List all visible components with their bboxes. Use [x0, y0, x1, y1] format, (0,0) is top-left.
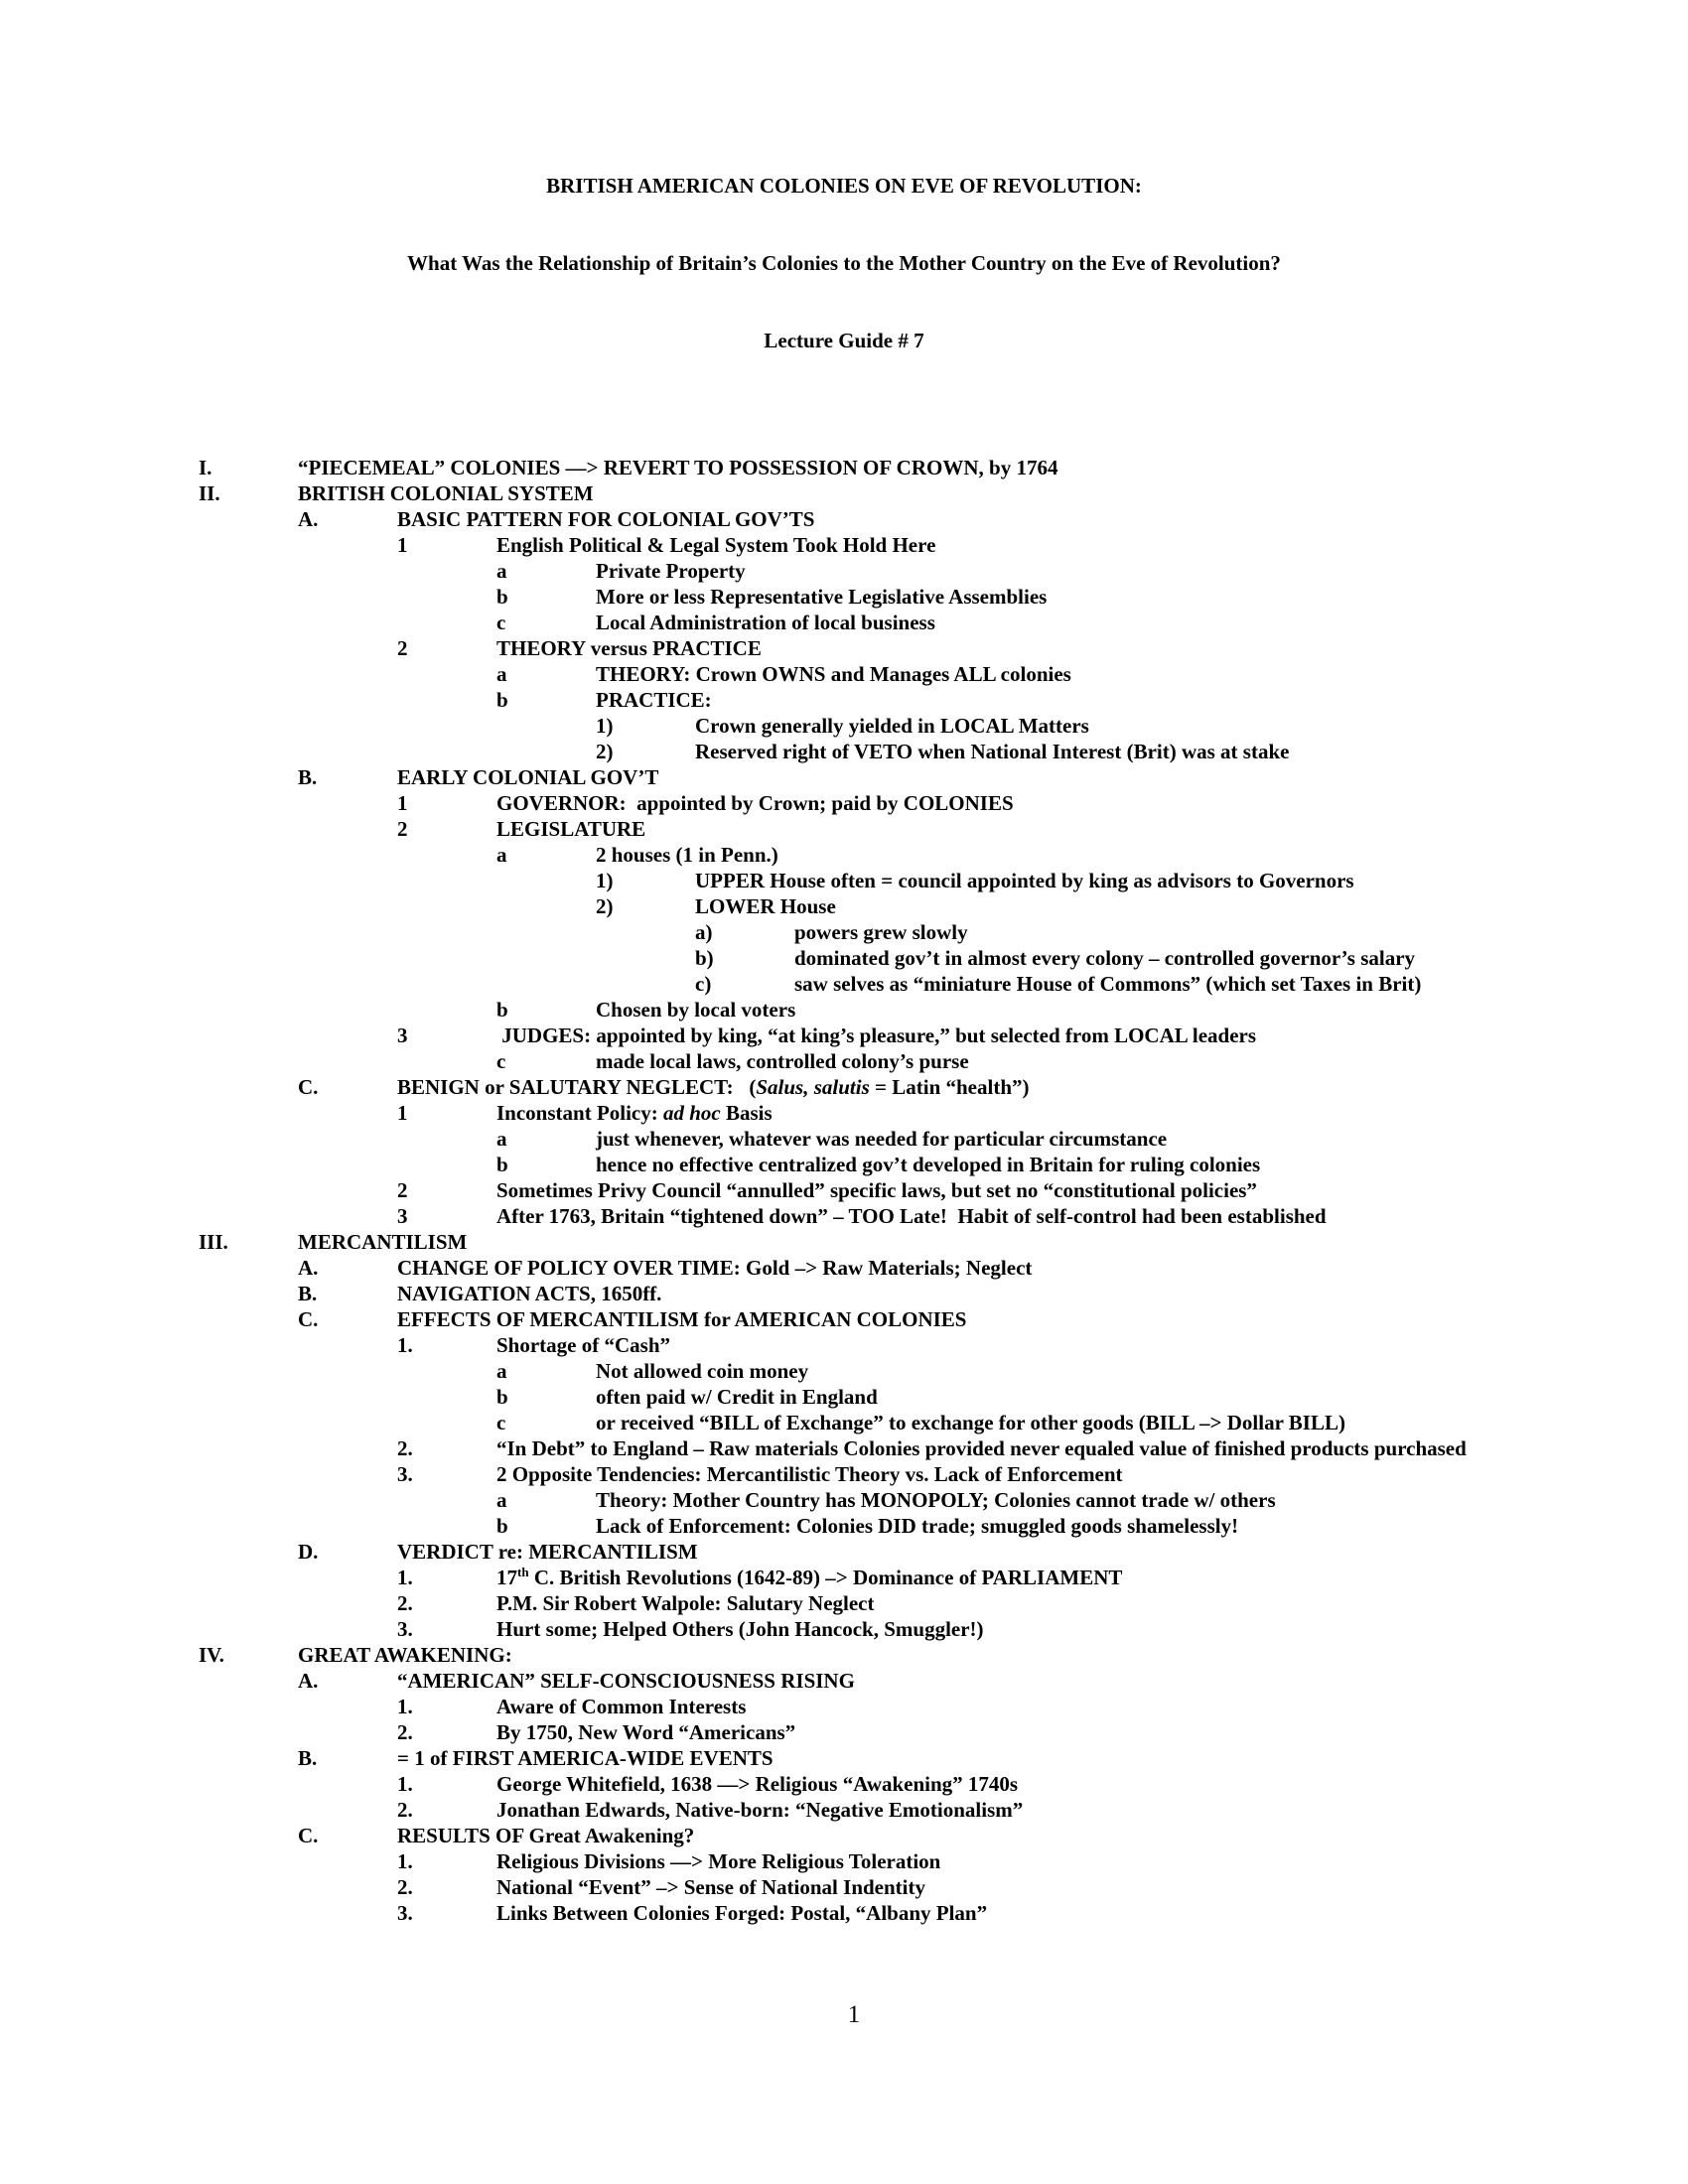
outline-item	[0, 1410, 1688, 1435]
outline-item-label: 1.	[397, 1566, 413, 1589]
outline-item-text: 2 Opposite Tendencies: Mercantilistic Theory vs. Lack of Enforcement	[496, 1462, 1123, 1486]
outline-item-text: PRACTICE:	[596, 688, 712, 712]
outline-item-text: powers grew slowly	[794, 920, 968, 944]
outline-item	[0, 1487, 1688, 1513]
outline-item-text: Reserved right of VETO when National Interest (Brit) was at stake	[695, 740, 1290, 763]
outline-item-text: Aware of Common Interests	[496, 1695, 747, 1718]
outline-item-text: just whenever, whatever was needed for particular circumstance	[596, 1127, 1168, 1151]
outline-item-label: b	[496, 1385, 508, 1409]
outline-item-text: LOWER House	[695, 894, 836, 918]
outline-item	[0, 661, 1688, 687]
document-title: BRITISH AMERICAN COLONIES ON EVE OF REVOLUTION:	[546, 174, 1142, 198]
outline-item	[0, 1177, 1688, 1203]
outline-item-text: Private Property	[596, 559, 746, 583]
outline-item-text: “In Debt” to England – Raw materials Colonies provided never equaled value of finished products purchased	[496, 1436, 1467, 1460]
outline-item	[0, 1152, 1688, 1177]
outline-item-text: dominated gov’t in almost every colony – controlled governor’s salary	[794, 946, 1416, 970]
outline-item-label: A.	[298, 1669, 319, 1693]
outline-item-label: 2.	[397, 1875, 413, 1899]
outline-item-text: CHANGE OF POLICY OVER TIME: Gold –> Raw Materials; Neglect	[397, 1256, 1033, 1280]
outline-item-label: a	[496, 1488, 507, 1512]
outline-item-label: 1.	[397, 1849, 413, 1873]
outline-item-label: a	[496, 1127, 507, 1151]
outline-item-text: THEORY versus PRACTICE	[496, 636, 762, 660]
outline-item-label: 1.	[397, 1772, 413, 1796]
outline-item	[0, 1023, 1688, 1048]
outline-item-text: P.M. Sir Robert Walpole: Salutary Neglect	[496, 1591, 875, 1615]
outline-item-label: 2	[397, 1178, 408, 1202]
outline-item	[0, 1848, 1688, 1874]
outline-item-text: Crown generally yielded in LOCAL Matters	[695, 714, 1089, 738]
outline-item	[0, 971, 1688, 997]
title-block	[0, 0, 1688, 405]
outline	[0, 455, 1688, 1926]
outline-item	[0, 1900, 1688, 1926]
outline-item-label: C.	[298, 1075, 319, 1099]
outline-item-text: = 1 of FIRST AMERICA-WIDE EVENTS	[397, 1746, 774, 1770]
outline-item-label: b	[496, 688, 508, 712]
outline-item-text: made local laws, controlled colony’s purse	[596, 1049, 969, 1073]
outline-item-label: 2.	[397, 1720, 413, 1744]
outline-item-label: 2.	[397, 1591, 413, 1615]
outline-item-text: RESULTS OF Great Awakening?	[397, 1824, 695, 1847]
outline-item	[0, 1229, 1688, 1255]
outline-item-text: or received “BILL of Exchange” to exchange for other goods (BILL –> Dollar BILL)	[596, 1411, 1345, 1434]
outline-item-label: 2	[397, 636, 408, 660]
outline-item	[0, 532, 1688, 558]
outline-item	[0, 868, 1688, 893]
document-subtitle: What Was the Relationship of Britain’s Colonies to the Mother Country on the Eve of Revolution?	[407, 251, 1281, 275]
outline-item-label: B.	[298, 1282, 318, 1305]
outline-item	[0, 1281, 1688, 1306]
outline-item-label: 1.	[397, 1695, 413, 1718]
outline-item-label: 1	[397, 791, 408, 815]
outline-item-label: c	[496, 611, 506, 634]
outline-item-label: a)	[695, 920, 713, 944]
outline-item	[0, 1668, 1688, 1694]
outline-item-label: 3.	[397, 1901, 413, 1925]
outline-item-text: hence no effective centralized gov’t developed in Britain for ruling colonies	[596, 1153, 1261, 1176]
outline-item-text: More or less Representative Legislative Assemblies	[596, 585, 1048, 609]
outline-item-text: JUDGES: appointed by king, “at king’s pleasure,” but selected from LOCAL leaders	[496, 1024, 1257, 1047]
outline-item-text: 2 houses (1 in Penn.)	[596, 843, 778, 867]
outline-item-label: B.	[298, 765, 318, 789]
outline-item-label: II.	[199, 481, 220, 505]
outline-item-label: D.	[298, 1540, 319, 1564]
outline-item-label: I.	[199, 456, 212, 479]
outline-item	[0, 1642, 1688, 1668]
outline-item	[0, 480, 1688, 506]
outline-item-text: Links Between Colonies Forged: Postal, “Albany Plan”	[496, 1901, 988, 1925]
outline-item	[0, 1306, 1688, 1332]
outline-item	[0, 1823, 1688, 1848]
outline-item	[0, 1384, 1688, 1410]
outline-item-text: MERCANTILISM	[298, 1230, 468, 1254]
outline-item	[0, 1771, 1688, 1797]
outline-item	[0, 919, 1688, 945]
outline-item-label: B.	[298, 1746, 318, 1770]
outline-item	[0, 1694, 1688, 1719]
outline-item-text: Sometimes Privy Council “annulled” specific laws, but set no “constitutional policies”	[496, 1178, 1257, 1202]
outline-item-label: b	[496, 585, 508, 609]
outline-item-text: GREAT AWAKENING:	[298, 1643, 512, 1667]
outline-item-label: 1	[397, 533, 408, 557]
outline-item-text: Chosen by local voters	[596, 998, 796, 1022]
outline-item-text: 17th C. British Revolutions (1642-89) –> Dominance of PARLIAMENT	[496, 1565, 1123, 1589]
outline-item-label: 1.	[397, 1333, 413, 1357]
outline-item-label: c)	[695, 972, 712, 996]
outline-item-label: b	[496, 1153, 508, 1176]
outline-item-text: THEORY: Crown OWNS and Manages ALL colonies	[596, 662, 1071, 686]
outline-item-label: c	[496, 1411, 506, 1434]
outline-item	[0, 1358, 1688, 1384]
outline-item-label: 2.	[397, 1798, 413, 1822]
outline-item-text: After 1763, Britain “tightened down” – TOO Late! Habit of self-control had been established	[496, 1204, 1327, 1228]
outline-item-label: 1)	[596, 714, 614, 738]
outline-item	[0, 1590, 1688, 1616]
outline-item-text: Inconstant Policy: ad hoc Basis	[496, 1101, 773, 1125]
outline-item	[0, 739, 1688, 764]
outline-item	[0, 764, 1688, 790]
outline-item-label: 2)	[596, 740, 614, 763]
outline-item	[0, 1100, 1688, 1126]
outline-item-label: A.	[298, 507, 319, 531]
outline-item-text: often paid w/ Credit in England	[596, 1385, 878, 1409]
outline-item-text: Theory: Mother Country has MONOPOLY; Colonies cannot trade w/ others	[596, 1488, 1276, 1512]
outline-item-label: 1	[397, 1101, 408, 1125]
outline-item	[0, 1461, 1688, 1487]
outline-item	[0, 790, 1688, 816]
outline-item-text: EFFECTS OF MERCANTILISM for AMERICAN COLONIES	[397, 1307, 967, 1331]
outline-item	[0, 558, 1688, 584]
outline-item	[0, 635, 1688, 661]
outline-item-label: 3	[397, 1024, 408, 1047]
outline-item	[0, 1255, 1688, 1281]
outline-item	[0, 713, 1688, 739]
outline-item	[0, 1048, 1688, 1074]
outline-item	[0, 816, 1688, 842]
outline-item-label: 3	[397, 1204, 408, 1228]
outline-item	[0, 1435, 1688, 1461]
outline-item-text: UPPER House often = council appointed by king as advisors to Governors	[695, 869, 1354, 892]
outline-item-text: By 1750, New Word “Americans”	[496, 1720, 796, 1744]
outline-item	[0, 1797, 1688, 1823]
outline-item-label: 3.	[397, 1617, 413, 1641]
outline-item	[0, 1719, 1688, 1745]
outline-item-text: Jonathan Edwards, Native-born: “Negative Emotionalism”	[496, 1798, 1024, 1822]
page-number: 1	[847, 2001, 861, 2028]
outline-item	[0, 1074, 1688, 1100]
outline-item-label: 2.	[397, 1436, 413, 1460]
outline-item	[0, 455, 1688, 480]
outline-item	[0, 1513, 1688, 1539]
outline-item-label: a	[496, 1359, 507, 1383]
outline-item	[0, 584, 1688, 610]
outline-item-label: C.	[298, 1307, 319, 1331]
outline-item-text: EARLY COLONIAL GOV’T	[397, 765, 659, 789]
outline-item-text: Hurt some; Helped Others (John Hancock, Smuggler!)	[496, 1617, 984, 1641]
outline-item-text: BRITISH COLONIAL SYSTEM	[298, 481, 594, 505]
outline-item	[0, 997, 1688, 1023]
outline-item	[0, 945, 1688, 971]
outline-item	[0, 1539, 1688, 1565]
outline-item-label: a	[496, 843, 507, 867]
outline-item	[0, 506, 1688, 532]
outline-item-text: Local Administration of local business	[596, 611, 935, 634]
outline-item-text: Shortage of “Cash”	[496, 1333, 671, 1357]
outline-item-text: NAVIGATION ACTS, 1650ff.	[397, 1282, 662, 1305]
outline-item	[0, 1616, 1688, 1642]
outline-item-text: LEGISLATURE	[496, 817, 646, 841]
outline-item-label: b	[496, 998, 508, 1022]
outline-item-label: b	[496, 1514, 508, 1538]
outline-item	[0, 842, 1688, 868]
outline-item-text: VERDICT re: MERCANTILISM	[397, 1540, 698, 1564]
outline-item-text: Not allowed coin money	[596, 1359, 809, 1383]
outline-item-label: a	[496, 559, 507, 583]
outline-item	[0, 1332, 1688, 1358]
outline-item-text: English Political & Legal System Took Hold Here	[496, 533, 936, 557]
outline-item-label: 1)	[596, 869, 614, 892]
outline-item	[0, 1874, 1688, 1900]
outline-item	[0, 1126, 1688, 1152]
outline-item	[0, 1203, 1688, 1229]
outline-item-text: National “Event” –> Sense of National Indentity	[496, 1875, 925, 1899]
outline-item-label: b)	[695, 946, 714, 970]
outline-item-text: “AMERICAN” SELF-CONSCIOUSNESS RISING	[397, 1669, 855, 1693]
outline-item-label: 3.	[397, 1462, 413, 1486]
outline-item-text: “PIECEMEAL” COLONIES —> REVERT TO POSSESSION OF CROWN, by 1764	[298, 456, 1058, 479]
outline-item	[0, 610, 1688, 635]
lecture-guide-number: Lecture Guide # 7	[764, 329, 924, 352]
outline-item	[0, 687, 1688, 713]
outline-item-label: A.	[298, 1256, 319, 1280]
outline-item	[0, 1565, 1688, 1590]
outline-item	[0, 1745, 1688, 1771]
outline-item-label: c	[496, 1049, 506, 1073]
outline-item-label: a	[496, 662, 507, 686]
outline-item-text: saw selves as “miniature House of Commons” (which set Taxes in Brit)	[794, 972, 1422, 996]
outline-item-label: IV.	[199, 1643, 224, 1667]
outline-item-label: III.	[199, 1230, 228, 1254]
outline-item-label: 2	[397, 817, 408, 841]
outline-item-label: C.	[298, 1824, 319, 1847]
outline-item-text: GOVERNOR: appointed by Crown; paid by COLONIES	[496, 791, 1014, 815]
outline-item-text: Lack of Enforcement: Colonies DID trade; smuggled goods shamelessly!	[596, 1514, 1239, 1538]
outline-item	[0, 893, 1688, 919]
page-footer	[0, 2000, 1688, 2030]
outline-item-text: BASIC PATTERN FOR COLONIAL GOV’TS	[397, 507, 815, 531]
outline-item-text: Religious Divisions —> More Religious Toleration	[496, 1849, 941, 1873]
outline-item-text: George Whitefield, 1638 —> Religious “Awakening” 1740s	[496, 1772, 1019, 1796]
outline-item-label: 2)	[596, 894, 614, 918]
outline-item-text: BENIGN or SALUTARY NEGLECT: (Salus, salutis = Latin “health”)	[397, 1075, 1030, 1099]
